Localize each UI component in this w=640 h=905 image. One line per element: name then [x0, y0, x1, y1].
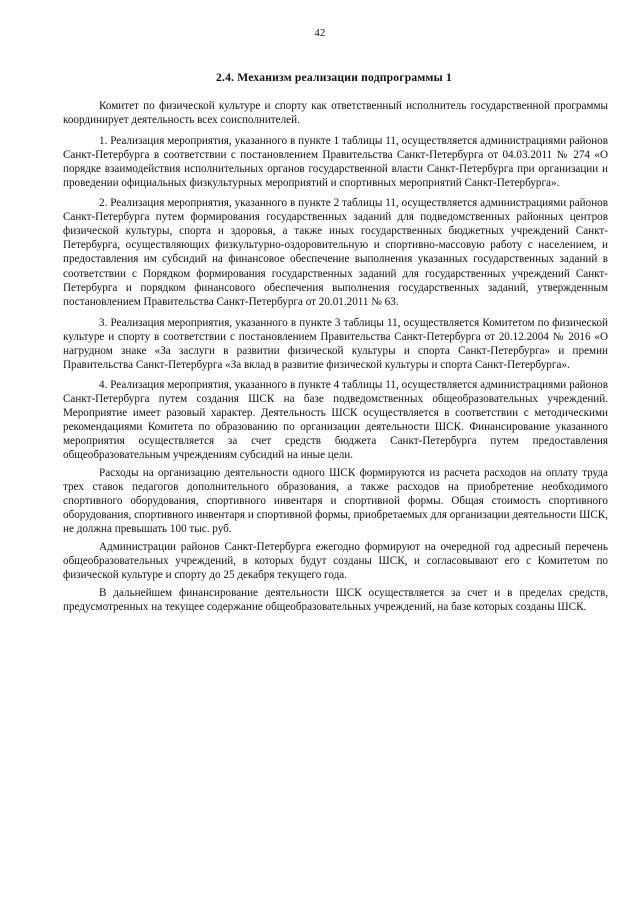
paragraph-item-1: 1. Реализация мероприятия, указанного в пункте 1 таблицы 11, осуществляется администрациями районов Санкт-Петербурга в соответствии с постановлением Правительства Санкт-Петербурга от 04.03.2011 № 274 «О порядке взаимодействия исполнительных органов государственной власти Санкт-Петербурга при организации и проведении официальных физкультурных мероприятий и спортивных мероприятий Санкт-Петербурга».	[63, 135, 608, 190]
page-number: 42	[314, 28, 326, 39]
section-heading: 2.4. Механизм реализации подпрограммы 1	[216, 71, 452, 84]
paragraph-intro: Комитет по физической культуре и спорту как ответственный исполнитель государственной программы координирует деятельность всех соисполнителей.	[63, 100, 608, 127]
paragraph-item-3: 3. Реализация мероприятия, указанного в пункте 3 таблицы 11, осуществляется Комитетом по физической культуре и спорту в соответствии с постановлением Правительства Санкт-Петербурга от 20.12.2004 № 2016 «О нагрудном знаке «За заслуги в развитии физической культуры и спорта Санкт-Петербурга» и премии Правительства Санкт-Петербурга «За вклад в развитие физической культуры и спорта Санкт-Петербурга».	[63, 316, 608, 371]
document-body	[63, 99, 608, 614]
paragraph-expenses: Расходы на организацию деятельности одного ШСК формируются из расчета расходов на оплату труда трех ставок педагогов дополнительного образования, а также расходов на приобретение необходимого спортивного оборудования, спортивного инвентаря и спортивной формы. Общая стоимость спортивного оборудования, спортивного инвентаря и спортивной формы, приобретаемых для организации деятельности ШСК, не должна превышать 100 тыс. руб.	[63, 467, 608, 536]
paragraph-financing: В дальнейшем финансирование деятельности ШСК осуществляется за счет и в пределах средств, предусмотренных на текущее содержание общеобразовательных учреждений, на базе которых созданы ШСК.	[63, 586, 608, 613]
paragraph-administrations: Администрации районов Санкт-Петербурга ежегодно формируют на очередной год адресный перечень общеобразовательных учреждений, в которых будут созданы ШСК, и согласовывают его с Комитетом по физической культуре и спорту до 25 декабря текущего года.	[63, 541, 608, 582]
paragraph-item-2: 2. Реализация мероприятия, указанного в пункте 2 таблицы 11, осуществляется администрациями районов Санкт-Петербурга путем формирования государственных заданий для подведомственных районных центров физической культуры, спорта и здоровья, а также иных государственных бюджетных учреждений Санкт-Петербурга, осуществляющих физкультурно-оздоровительную и спортивно-массовую работу с населением, и предоставления им субсидий на финансовое обеспечение выполнения указанных государственных заданий в соответствии с Порядком формирования государственных заданий для государственных учреждений Санкт-Петербурга и порядком финансового обеспечения выполнения государственных заданий, утвержденным постановлением Правительства Санкт-Петербурга от 20.01.2011 № 63.	[63, 197, 608, 308]
paragraph-item-4: 4. Реализация мероприятия, указанного в пункте 4 таблицы 11, осуществляется администрациями районов Санкт-Петербурга путем создания ШСК на базе подведомственных общеобразовательных учреждений. Мероприятие имеет разовый характер. Деятельность ШСК осуществляется в соответствии с методическими рекомендациями Комитета по образованию по организации деятельности ШСК. Финансирование указанного мероприятия осуществляется за счет средств бюджета Санкт-Петербурга путем предоставления общеобразовательным учреждениям субсидий на иные цели.	[63, 378, 608, 462]
